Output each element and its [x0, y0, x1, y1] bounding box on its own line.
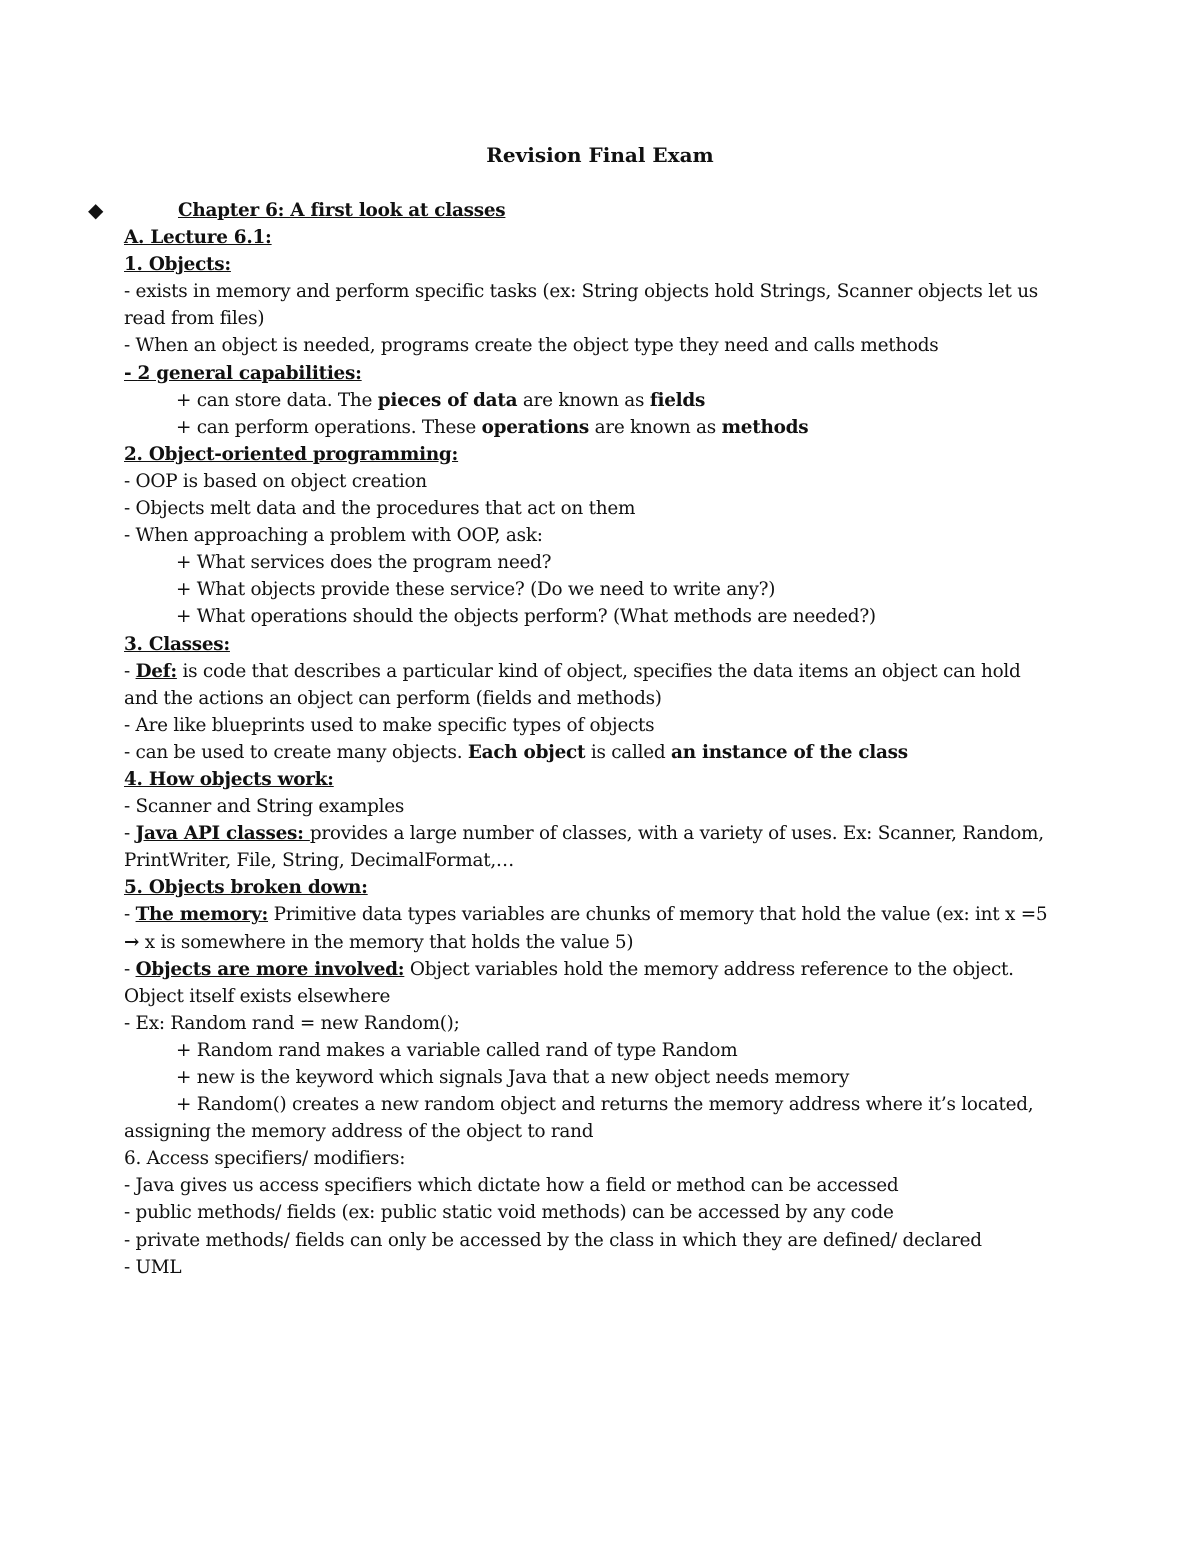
list-item: + can perform operations. These operations are known as methods	[176, 416, 809, 438]
paragraph: - Ex: Random rand = new Random();	[124, 1012, 460, 1034]
list-item: + What objects provide these service? (Do we need to write any?)	[176, 579, 776, 601]
paragraph: - exists in memory and perform specific tasks (ex: String objects hold Strings, Scanner objects let us read from files)	[124, 281, 1038, 330]
paragraph: - OOP is based on object creation	[124, 470, 427, 492]
document-title: Revision Final Exam	[486, 143, 714, 167]
paragraph: - Scanner and String examples	[124, 796, 405, 818]
paragraph: - Java gives us access specifiers which dictate how a field or method can be accessed	[124, 1175, 899, 1197]
list-item: + can store data. The pieces of data are known as fields	[176, 389, 706, 411]
list-item: + What operations should the objects perform? (What methods are needed?)	[176, 606, 876, 628]
paragraph: - UML	[124, 1256, 182, 1278]
section-heading-objects: 1. Objects:	[124, 254, 231, 276]
paragraph: - The memory: Primitive data types variables are chunks of memory that hold the value (ex: int x =5 → x is somewhere in the memory that holds the value 5)	[124, 904, 1048, 953]
list-item: + Random rand makes a variable called rand of type Random	[176, 1039, 738, 1061]
paragraph: - Java API classes: provides a large number of classes, with a variety of uses. Ex: Scanner, Random, PrintWriter, File, String, DecimalFormat,…	[124, 823, 1044, 872]
paragraph: - When an object is needed, programs create the object type they need and calls methods	[124, 335, 939, 357]
section-heading-access-specifiers: 6. Access specifiers/ modifiers:	[124, 1148, 406, 1170]
capabilities-heading: - 2 general capabilities:	[124, 362, 362, 384]
chapter-heading: Chapter 6: A first look at classes	[178, 200, 506, 221]
section-heading-oop: 2. Object-oriented programming:	[124, 443, 459, 465]
arrow-right-icon: →	[124, 931, 140, 953]
section-heading-how-objects-work: 4. How objects work:	[124, 768, 334, 790]
paragraph: - Objects are more involved: Object variables hold the memory address reference to the object. Object itself exists elsewhere	[124, 958, 1014, 1007]
section-heading-classes: 3. Classes:	[124, 633, 230, 655]
paragraph: - When approaching a problem with OOP, ask:	[124, 525, 543, 547]
paragraph: - Objects melt data and the procedures that act on them	[124, 498, 636, 520]
paragraph: - can be used to create many objects. Each object is called an instance of the class	[124, 741, 908, 763]
document-body	[124, 197, 1054, 1281]
section-heading-objects-broken-down: 5. Objects broken down:	[124, 877, 368, 899]
paragraph: - public methods/ fields (ex: public static void methods) can be accessed by any code	[124, 1202, 894, 1224]
lecture-heading: A. Lecture 6.1:	[124, 227, 272, 249]
list-item: + new is the keyword which signals Java that a new object needs memory	[176, 1067, 850, 1088]
list-item: + Random() creates a new random object and returns the memory address where it’s located, assigning the memory address of the object to rand	[124, 1094, 1034, 1143]
list-item: + What services does the program need?	[176, 552, 552, 574]
paragraph: - Def: is code that describes a particular kind of object, specifies the data items an object can hold and the actions an object can perform (fields and methods)	[124, 660, 1021, 709]
paragraph: - private methods/ fields can only be accessed by the class in which they are defined/ declared	[124, 1229, 982, 1251]
diamond-bullet-icon: ◆	[88, 198, 104, 222]
paragraph: - Are like blueprints used to make specific types of objects	[124, 714, 655, 736]
